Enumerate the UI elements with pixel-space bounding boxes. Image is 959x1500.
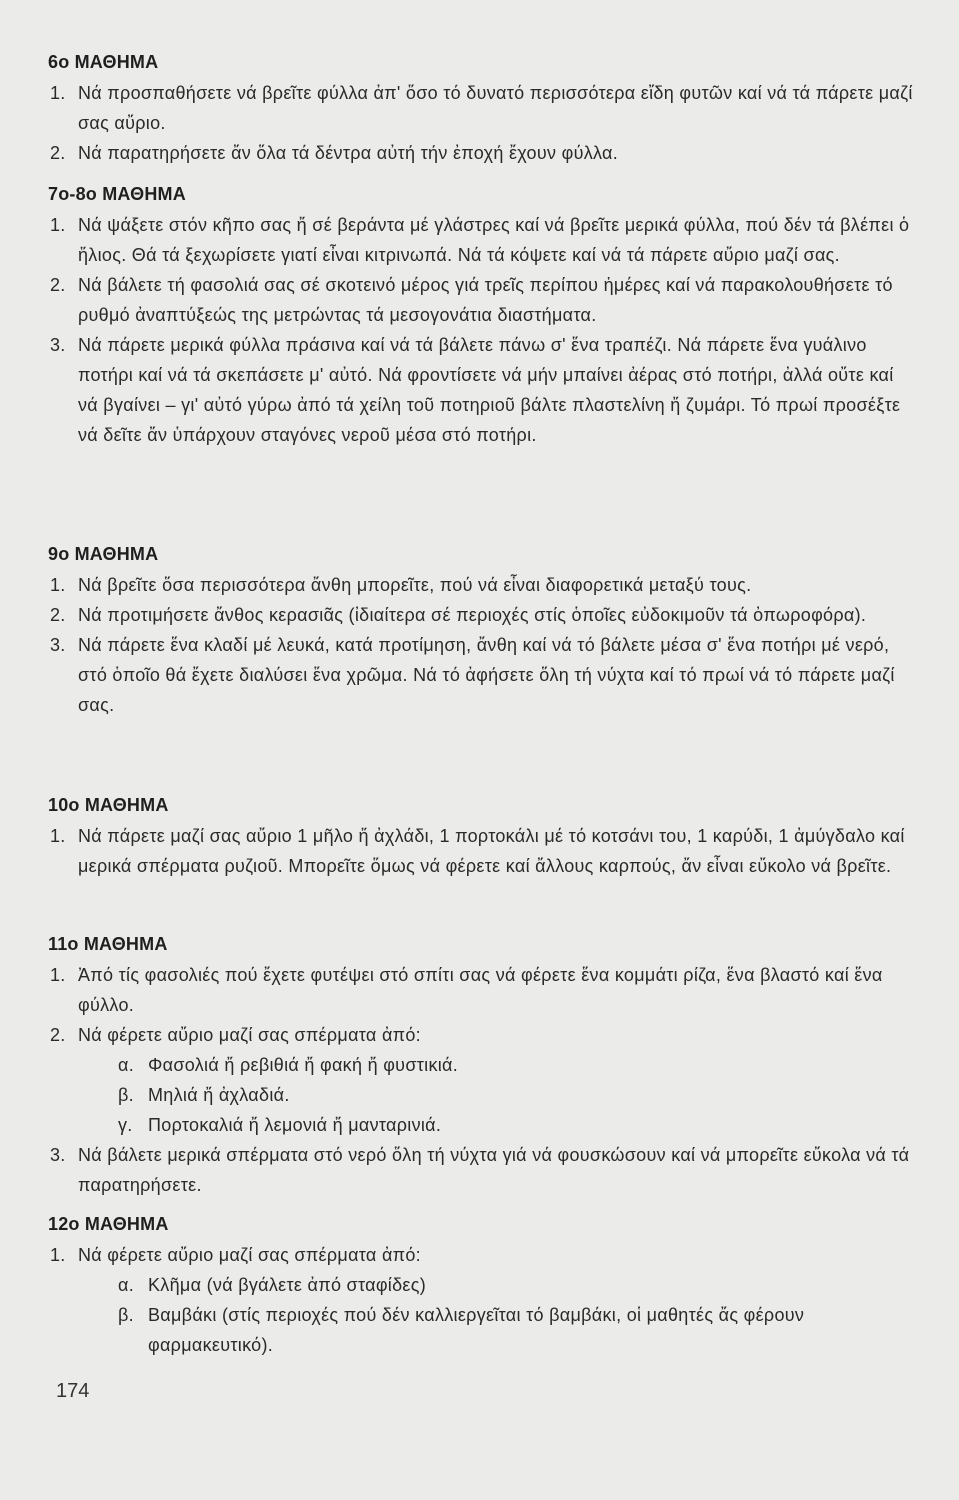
lesson-heading: 9ο ΜΑΘΗΜΑ	[48, 544, 159, 564]
lesson-6	[48, 50, 918, 168]
lesson-heading: 6ο ΜΑΘΗΜΑ	[48, 52, 159, 72]
sub-item	[48, 1050, 918, 1080]
item-number: 1.	[50, 1245, 66, 1265]
sub-item-letter: γ.	[118, 1115, 133, 1135]
item-text: Νά πάρετε μαζί σας αὔριο 1 μῆλο ἤ ἀχλάδι, 1 πορτοκάλι μέ τό κοτσάνι του, 1 καρύδι, 1 ἀμύγδαλο καί μερικά σπέρματα ρυζιοῦ. Μπορεῖτε ὅμως νά φέρετε καί ἄλλους καρπούς, ἄν εἶναι εὔκολο νά βρεῖτε.	[78, 826, 905, 876]
item-text: Νά φέρετε αὔριο μαζί σας σπέρματα ἀπό:	[78, 1025, 421, 1045]
lesson-heading: 12ο ΜΑΘΗΜΑ	[48, 1214, 169, 1234]
item-text: Νά βάλετε μερικά σπέρματα στό νερό ὅλη τή νύχτα γιά νά φουσκώσουν καί νά μπορεῖτε εὔκολα νά τά παρατηρήσετε.	[78, 1145, 910, 1195]
item-number: 2.	[50, 1025, 66, 1045]
item-number: 3.	[50, 1145, 66, 1165]
item-number: 2.	[50, 143, 66, 163]
item-number: 2.	[50, 605, 66, 625]
sub-item-text: Φασολιά ἤ ρεβιθιά ἤ φακή ἤ φυστικιά.	[148, 1055, 459, 1075]
item-text: Νά προτιμήσετε ἄνθος κερασιᾶς (ἰδιαίτερα σέ περιοχές στίς ὁποῖες εὐδοκιμοῦν τά ὀπωροφόρα).	[78, 605, 867, 625]
item-number: 1.	[50, 575, 66, 595]
list-item	[48, 78, 918, 138]
lesson-11	[48, 932, 918, 1200]
sub-item	[48, 1080, 918, 1110]
list-item	[48, 821, 918, 881]
sub-item-text: Βαμβάκι (στίς περιοχές πού δέν καλλιεργεῖται τό βαμβάκι, οἱ μαθητές ἄς φέρουν φαρμακευτικό).	[148, 1305, 805, 1355]
list-item	[48, 1020, 918, 1050]
item-number: 1.	[50, 965, 66, 985]
sub-item-text: Κλῆμα (νά βγάλετε ἀπό σταφίδες)	[148, 1275, 427, 1295]
list-item	[48, 138, 918, 168]
sub-item	[48, 1270, 918, 1300]
list-item	[48, 600, 918, 630]
item-text: Ἀπό τίς φασολιές πού ἔχετε φυτέψει στό σπίτι σας νά φέρετε ἕνα κομμάτι ρίζα, ἕνα βλαστό καί ἕνα φύλλο.	[78, 965, 883, 1015]
list-item	[48, 570, 918, 600]
lesson-7-8	[48, 182, 918, 450]
sub-item-text: Πορτοκαλιά ἤ λεμονιά ἤ μανταρινιά.	[148, 1115, 442, 1135]
list-item	[48, 330, 918, 450]
list-item	[48, 270, 918, 330]
item-text: Νά φέρετε αὔριο μαζί σας σπέρματα ἀπό:	[78, 1245, 421, 1265]
lesson-12	[48, 1212, 918, 1360]
item-number: 1.	[50, 826, 66, 846]
item-text: Νά πάρετε μερικά φύλλα πράσινα καί νά τά βάλετε πάνω σ' ἕνα τραπέζι. Νά πάρετε ἕνα γυάλινο ποτήρι καί νά τά σκεπάσετε μ' αὐτό. Νά φροντίσετε νά μήν μπαίνει ἀέρας στό ποτήρι, ἀλλά οὔτε καί νά βγαίνει – γι' αὐτό γύρω ἀπό τά χείλη τοῦ ποτηριοῦ βάλτε πλαστελίνη ἤ ζυμάρι. Τό πρωί προσέξτε νά δεῖτε ἄν ὑπάρχουν σταγόνες νεροῦ μέσα στό ποτήρι.	[78, 335, 901, 445]
list-item	[48, 630, 918, 720]
list-item	[48, 960, 918, 1020]
sub-item	[48, 1300, 918, 1360]
sub-item-letter: α.	[118, 1275, 135, 1295]
list-item	[48, 1240, 918, 1270]
item-number: 2.	[50, 275, 66, 295]
sub-item-letter: β.	[118, 1305, 134, 1325]
item-text: Νά πάρετε ἕνα κλαδί μέ λευκά, κατά προτίμηση, ἄνθη καί νά τό βάλετε μέσα σ' ἕνα ποτήρι μέ νερό, στό ὁποῖο θά ἔχετε διαλύσει ἕνα χρῶμα. Νά τό ἀφήσετε ὅλη τή νύχτα καί τό πρωί νά τό πάρετε μαζί σας.	[78, 635, 895, 715]
sub-item-letter: α.	[118, 1055, 135, 1075]
sub-item-letter: β.	[118, 1085, 134, 1105]
item-text: Νά ψάξετε στόν κῆπο σας ἤ σέ βεράντα μέ γλάστρες καί νά βρεῖτε μερικά φύλλα, πού δέν τά βλέπει ὁ ἥλιος. Θά τά ξεχωρίσετε γιατί εἶναι κιτρινωπά. Νά τά κόψετε καί νά τά πάρετε αὔριο μαζί σας.	[78, 215, 910, 265]
page-number: 174	[56, 1380, 90, 1402]
lesson-heading: 10ο ΜΑΘΗΜΑ	[48, 795, 169, 815]
sub-item	[48, 1110, 918, 1140]
list-item	[48, 210, 918, 270]
lesson-heading: 7ο-8ο ΜΑΘΗΜΑ	[48, 184, 186, 204]
item-number: 1.	[50, 83, 66, 103]
item-number: 1.	[50, 215, 66, 235]
lesson-heading: 11ο ΜΑΘΗΜΑ	[48, 934, 168, 954]
list-item	[48, 1140, 918, 1200]
sub-item-text: Μηλιά ἤ ἀχλαδιά.	[148, 1085, 290, 1105]
item-text: Νά βάλετε τή φασολιά σας σέ σκοτεινό μέρος γιά τρεῖς περίπου ἡμέρες καί νά παρακολουθήσετε τό ρυθμό ἀναπτύξεώς της μετρώντας τά μεσογονάτια διαστήματα.	[78, 275, 893, 325]
item-text: Νά βρεῖτε ὅσα περισσότερα ἄνθη μπορεῖτε, πού νά εἶναι διαφορετικά μεταξύ τους.	[78, 575, 752, 595]
item-text: Νά προσπαθήσετε νά βρεῖτε φύλλα ἀπ' ὅσο τό δυνατό περισσότερα εἴδη φυτῶν καί νά τά πάρετε μαζί σας αὔριο.	[78, 83, 913, 133]
item-number: 3.	[50, 635, 66, 655]
lesson-9	[48, 542, 918, 720]
item-number: 3.	[50, 335, 66, 355]
lesson-10	[48, 793, 918, 881]
item-text: Νά παρατηρήσετε ἄν ὅλα τά δέντρα αὐτή τήν ἐποχή ἔχουν φύλλα.	[78, 143, 619, 163]
